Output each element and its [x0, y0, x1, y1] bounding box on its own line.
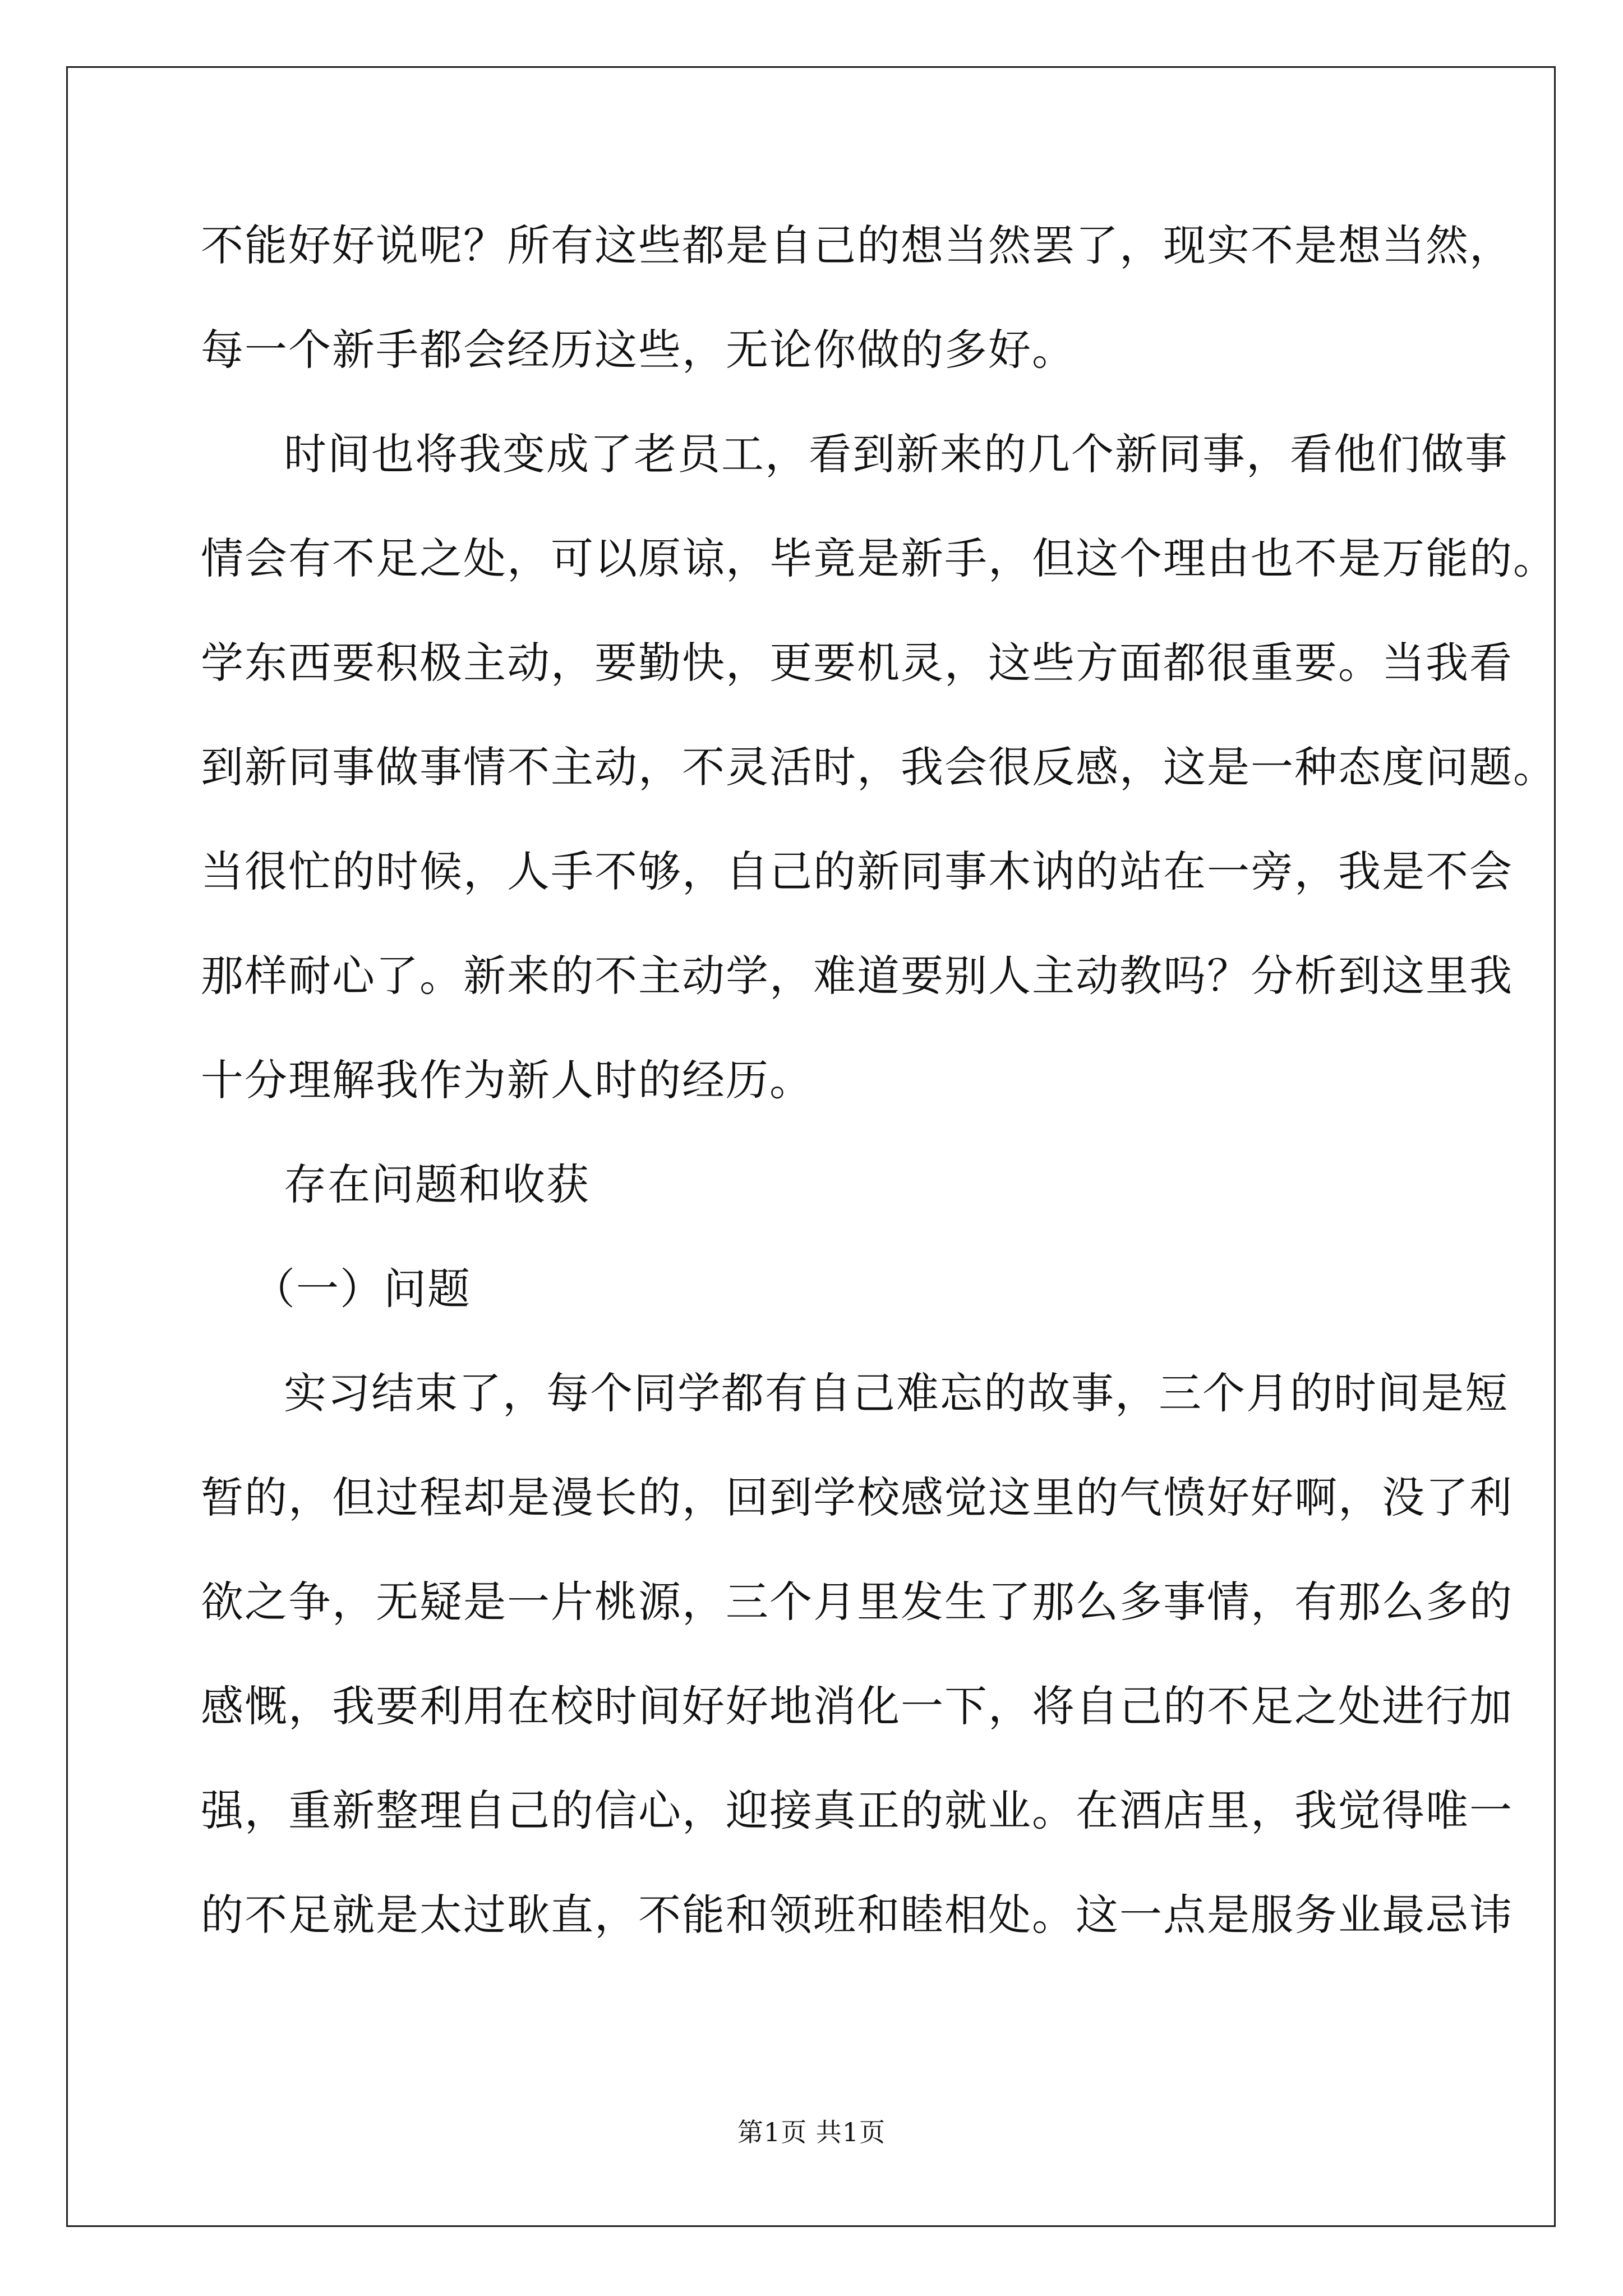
text-line: 情会有不足之处，可以原谅，毕竟是新手，但这个理由也不是万能的。 — [201, 533, 1557, 583]
page-footer: 第1页 共1页 — [737, 2117, 886, 2147]
text-line: 十分理解我作为新人时的经历。 — [201, 1055, 813, 1105]
text-line: 当很忙的时候，人手不够，自己的新同事木讷的站在一旁，我是不会 — [201, 846, 1513, 896]
paragraph-start: 时间也将我变成了老员工，看到新来的几个新同事，看他们做事 — [284, 429, 1509, 479]
text-line: 强，重新整理自己的信心，迎接真正的就业。在酒店里，我觉得唯一 — [201, 1786, 1513, 1835]
text-line: 那样耐心了。新来的不主动学，难道要别人主动教吗？分析到这里我 — [201, 951, 1513, 1001]
section-heading: 存在问题和收获 — [284, 1159, 590, 1209]
text-line: 的不足就是太过耿直，不能和领班和睦相处。这一点是服务业最忌讳 — [201, 1890, 1513, 1940]
text-line: 每一个新手都会经历这些，无论你做的多好。 — [201, 325, 1076, 375]
document-body — [201, 194, 1557, 1967]
text-line: 感慨，我要利用在校时间好好地消化一下，将自己的不足之处进行加 — [201, 1681, 1513, 1731]
subsection-heading: （一）问题 — [252, 1264, 471, 1314]
text-line: 到新同事做事情不主动，不灵活时，我会很反感，这是一种态度问题。 — [201, 742, 1557, 792]
text-line: 欲之争，无疑是一片桃源，三个月里发生了那么多事情，有那么多的 — [201, 1577, 1513, 1627]
text-line: 不能好好说呢？所有这些都是自己的想当然罢了，现实不是想当然， — [201, 220, 1513, 270]
text-line: 学东西要积极主动，要勤快，更要机灵，这些方面都很重要。当我看 — [201, 638, 1513, 688]
text-line: 暂的，但过程却是漫长的，回到学校感觉这里的气愤好好啊，没了利 — [201, 1473, 1513, 1522]
paragraph-start: 实习结束了，每个同学都有自己难忘的故事，三个月的时间是短 — [284, 1368, 1509, 1418]
